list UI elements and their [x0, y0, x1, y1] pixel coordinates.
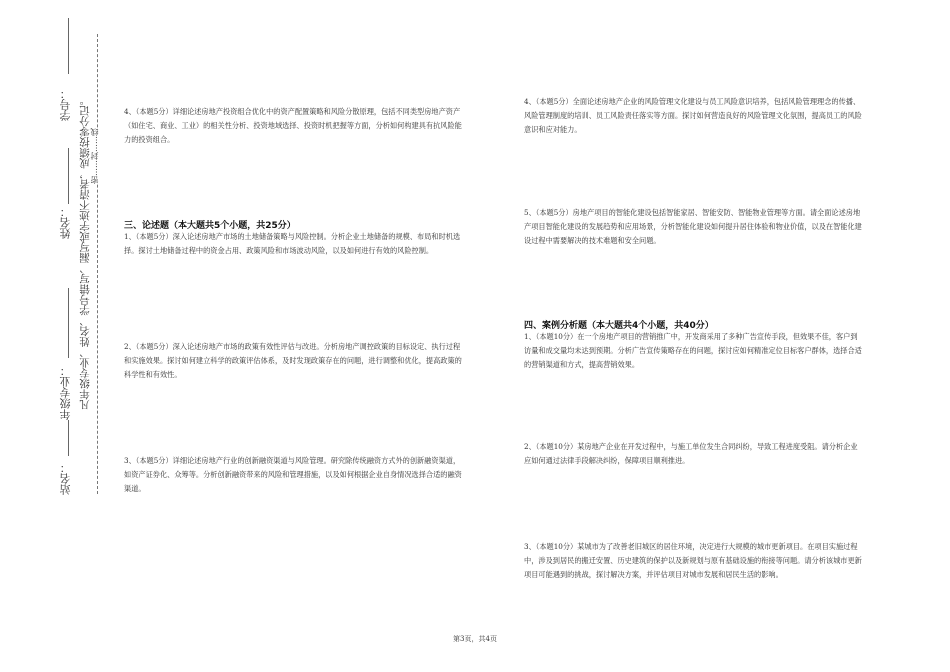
grade-major-label: 年级专业：: [59, 365, 72, 420]
question-block: [524, 540, 864, 582]
question-text: 4、（本题5分）详细论述房地产投资组合优化中的资产配置策略和风险分散原理，包括不同类型房地产资产（如住宅、商业、工业）的相关性分析、投资地域选择、投资时机把握等方面，分析如何构建具有抗风险能力的投资组合。: [124, 107, 462, 144]
seal-line: [97, 34, 98, 494]
question-block: [524, 95, 864, 137]
question-block: [524, 330, 864, 372]
name-underline: [68, 148, 69, 204]
binding-strip: [0, 0, 110, 672]
question-block: [124, 105, 464, 147]
question-text: 3、（本题10分）某城市为了改善老旧城区的居住环境，决定进行大规模的城市更新项目。在项目实施过程中，涉及到居民的搬迁安置、历史建筑的保护以及新规划与原有基础设施的衔接等问题。请分析该城市更新项目可能遇到的挑战，探讨解决方案，并评估项目对城市发展和居民生活的影响。: [524, 542, 862, 579]
section-title: 三、论述题（本大题共5个小题，共25分）: [124, 221, 296, 231]
question-text: 1、（本题10分）在一个房地产项目的营销推广中，开发商采用了多种广告宣传手段，但效果不佳，客户到访量和成交量均未达到预期。分析广告宣传策略存在的问题，探讨应如何精准定位目标客户群体，选择合适的营销渠道和方式，提高营销效果。: [524, 332, 862, 369]
seat-label: 站名：: [59, 462, 72, 495]
student-id-underline: [68, 18, 69, 74]
page-footer: 第3页，共4页: [453, 635, 497, 643]
warning-text: 凡年级专业、姓名、学号错写、漏写或字迹不清者，成绩按零分记。: [79, 95, 91, 410]
question-text: 4、（本题5分）全面论述房地产企业的风险管理文化建设与员工风险意识培养，包括风险管理理念的传播、风险管理制度的培训、员工风险责任落实等方面。探讨如何营造良好的风险管理文化氛围，提高员工的风险意识和应对能力。: [524, 97, 862, 134]
grade-major-underline: [68, 288, 69, 358]
question-block: [124, 230, 464, 258]
question-text: 1、（本题5分）深入论述房地产市场的土地储备策略与风险控制。分析企业土地储备的规模、布局和时机选择。探讨土地储备过程中的资金占用、政策风险和市场波动风险，以及如何进行有效的风险控制。: [124, 232, 461, 255]
seat-underline: [68, 420, 69, 456]
name-label: 姓名：: [59, 206, 72, 239]
question-text: 3、（本题5分）详细论述房地产行业的创新融资渠道与风险管理。研究除传统融资方式外的创新融资渠道，如资产证券化、众筹等。分析创新融资带来的风险和管理措施，以及如何根据企业自身情况选择合适的融资渠道。: [124, 456, 462, 493]
question-text: 5、（本题5分）房地产项目的智能化建设包括智能家居、智能安防、智能物业管理等方面。请全面论述房地产项目智能化建设的发展趋势和应用场景，分析智能化建设如何提升居住体验和物业价值，以及在智能化建设过程中需要解决的技术难题和安全问题。: [524, 208, 862, 245]
question-block: [524, 440, 864, 468]
question-block: [124, 454, 464, 496]
section-title: 四、案例分析题（本大题共4个小题，共40分）: [524, 321, 714, 331]
question-block: [124, 340, 464, 382]
question-text: 2、（本题10分）某房地产企业在开发过程中，与施工单位发生合同纠纷，导致工程进度受阻。请分析企业应如何通过法律手段解决纠纷，保障项目顺利推进。: [524, 442, 858, 465]
question-block: [524, 206, 864, 248]
student-id-label: 学号：: [59, 88, 72, 121]
question-text: 2、（本题5分）深入论述房地产市场的政策有效性评估与改进。分析房地产调控政策的目标设定、执行过程和实施效果。探讨如何建立科学的政策评估体系，及时发现政策存在的问题，进行调整和优化，提高政策的科学性和有效性。: [124, 342, 462, 379]
seal-text: 密……封……线: [90, 128, 99, 184]
